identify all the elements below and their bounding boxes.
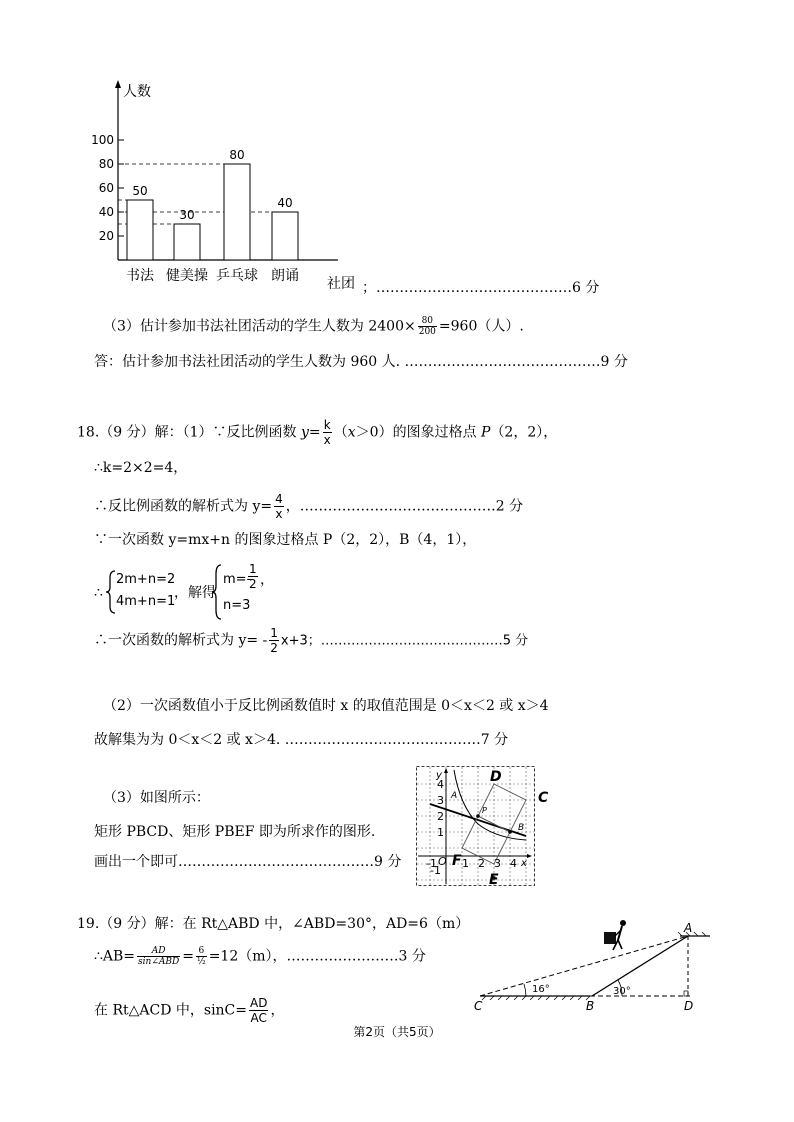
fig-B-label: B xyxy=(586,999,595,1013)
score-6-line: ；……………………………………6 分 xyxy=(362,280,600,296)
bar-chart xyxy=(80,78,380,298)
y-tick-label: 80 xyxy=(98,157,114,171)
point-B-label: B xyxy=(518,823,525,833)
p18-line8: 故解集为为 0＜x＜2 或 x＞4. ……………………………………7 分 xyxy=(94,732,509,748)
x-axis-label: 社团 xyxy=(327,276,355,292)
angle-16-label: 16° xyxy=(532,984,550,995)
grid-y-label: y xyxy=(436,770,442,781)
grid-x-tick: 3 xyxy=(494,857,501,870)
point-D-label: D xyxy=(490,769,502,785)
grid-x-tick: 4 xyxy=(510,857,517,870)
y-axis-arrow-icon xyxy=(115,80,121,88)
grid-y-tick: 4 xyxy=(437,778,444,791)
angle-30-label: 30° xyxy=(613,986,631,997)
left-brace-2 xyxy=(212,564,222,620)
category-label: 朗诵 xyxy=(271,268,299,284)
category-label: 乒乓球 xyxy=(216,268,258,284)
fig-D-label: D xyxy=(684,999,694,1013)
bar xyxy=(272,212,298,260)
bar-value-label: 30 xyxy=(179,208,195,222)
y-tick-label: 100 xyxy=(91,133,114,147)
point-F-label: F xyxy=(452,853,462,869)
page-footer: 第2页（共5页） xyxy=(353,1025,441,1039)
point-P-label: P xyxy=(482,806,487,815)
p18-line2: ∴k=2×2=4， xyxy=(94,460,188,476)
p18-line11: 画出一个即可……………………………………9 分 xyxy=(94,854,402,870)
p19-line2: ∴AB= $\frac{AD}{\text{sin∠ABD}}$ = $\frac{6}{\text{½}}$ =12（m），……………………3 分 xyxy=(94,946,426,967)
bar xyxy=(224,164,250,260)
p19-line3: 在 Rt△ACD 中，sinC= $\frac{AD}{AC}$ ， xyxy=(94,996,285,1025)
origin-label: O xyxy=(438,855,447,868)
fig-C-label: C xyxy=(474,999,483,1013)
p19-line1: 19.（9 分）解：在 Rt△ABD 中，∠ABD=30°，AD=6（m） xyxy=(77,916,470,932)
fig-A-label: A xyxy=(684,921,693,935)
p18-line4: ∵一次函数 y=mx+n 的图象过格点 P（2，2），B（4，1）， xyxy=(94,532,477,548)
estimate-line: （3）估计参加书法社团活动的学生人数为 2400× $\frac{80}{200}$ =960（人）. xyxy=(103,316,524,337)
y-axis-label: 人数 xyxy=(123,84,151,100)
answer-line: 答：估计参加书法社团活动的学生人数为 960 人. ……………………………………9 分 xyxy=(94,354,628,370)
category-label: 健美操 xyxy=(166,268,208,284)
grid-y-tick: -1 xyxy=(430,864,441,877)
p18-line7: （2）一次函数值小于反比例函数值时 x 的取值范围是 0＜x＜2 或 x＞4 xyxy=(103,698,549,714)
left-brace-1 xyxy=(106,570,116,614)
p18-line3: ∴反比例函数的解析式为 y= $\frac{4}{x}$ ，……………………………………2 分 xyxy=(94,492,524,521)
point-E-label: E xyxy=(489,872,499,888)
grid-x-tick: 2 xyxy=(478,857,485,870)
grid-figure xyxy=(416,766,556,888)
grid-y-tick: 3 xyxy=(437,794,444,807)
grid-y-tick: 1 xyxy=(437,826,444,839)
grid-x-label: x xyxy=(521,858,527,869)
bar xyxy=(127,200,153,260)
p18-line10: 矩形 PBCD、矩形 PBEF 即为所求作的图形. xyxy=(94,824,376,840)
point-A-label: A xyxy=(451,791,458,801)
person-with-cart-icon xyxy=(604,920,626,950)
grid-x-tick: -1 xyxy=(426,857,437,870)
p18-line1: 18.（9 分）解：（1）∵反比例函数 y= $\frac{k}{x}$ （x＞0）的图象过格点 P（2，2）， xyxy=(77,418,558,447)
p18-line9: （3）如图所示： xyxy=(103,790,210,806)
y-tick-label: 20 xyxy=(98,229,114,243)
slope-figure xyxy=(470,916,720,1016)
bar-value-label: 80 xyxy=(229,148,245,162)
y-tick-label: 40 xyxy=(98,205,114,219)
bar-value-label: 50 xyxy=(132,184,148,198)
grid-x-tick: 1 xyxy=(462,857,469,870)
grid-y-tick: 2 xyxy=(437,810,444,823)
bar xyxy=(174,224,200,260)
p18-line6: ∴一次函数的解析式为 y= - $\frac{1}{2}$ x+3；……………………………………5 分 xyxy=(94,626,529,655)
y-tick-label: 60 xyxy=(98,181,114,195)
bar-value-label: 40 xyxy=(277,196,293,210)
category-label: 书法 xyxy=(126,268,154,284)
point-C-label: C xyxy=(538,790,549,806)
